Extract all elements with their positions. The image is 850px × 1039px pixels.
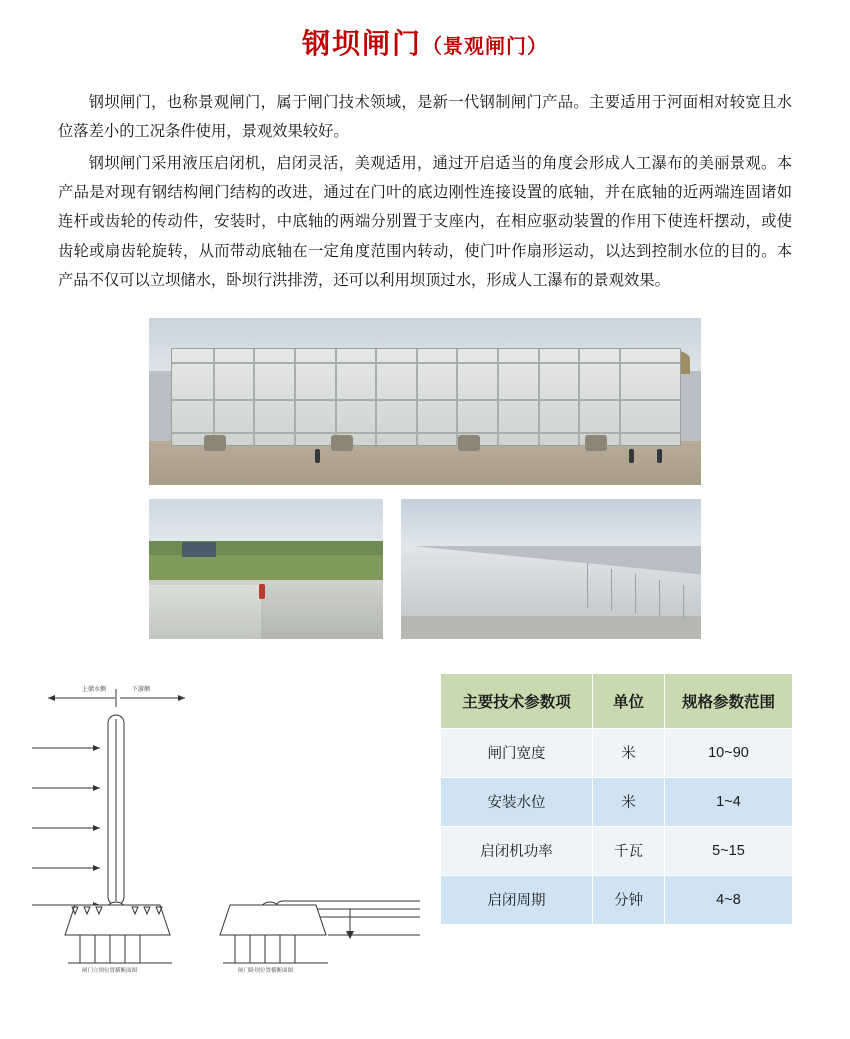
cell-unit: 米 <box>593 728 665 777</box>
table-row <box>441 875 793 924</box>
diagram-caption-right: 闸门卧坝位置横断面图 <box>238 967 294 973</box>
cell-unit: 米 <box>593 777 665 826</box>
table-header-row <box>441 673 793 728</box>
title-main: 钢坝闸门 <box>301 28 422 59</box>
photo-canal-construction <box>149 499 383 639</box>
photo-ground <box>149 441 701 484</box>
photo-row-top <box>0 318 850 485</box>
cell-range: 5~15 <box>664 826 792 875</box>
photo-long-wall <box>401 499 701 639</box>
spec-table-head <box>441 673 793 728</box>
cell-range: 10~90 <box>664 728 792 777</box>
paragraph-1: 钢坝闸门，也称景观闸门，属于闸门技术领域，是新一代钢制闸门产品。主要适用于河面相对较宽且水位落差小的工况条件使用，景观效果较好。 <box>58 94 792 141</box>
table-row <box>441 826 793 875</box>
diagram-label-upstream: 上储水侧 <box>82 686 107 693</box>
table-row <box>441 777 793 826</box>
photo-gate-panel <box>171 348 681 447</box>
bottom-section <box>0 673 850 973</box>
technical-diagram <box>0 673 430 973</box>
photo-sky <box>401 499 701 547</box>
diagram-svg <box>20 673 420 973</box>
cell-unit: 分钟 <box>593 875 665 924</box>
photo-worker <box>259 584 265 599</box>
header-unit: 单位 <box>593 673 665 728</box>
header-range: 规格参数范围 <box>664 673 792 728</box>
diagram-label-downstream: 下游侧 <box>132 686 151 693</box>
diagram-caption-left: 闸门立坝位置横断面图 <box>82 967 138 973</box>
cell-parameter: 安装水位 <box>441 777 593 826</box>
cell-parameter: 启闭周期 <box>441 875 593 924</box>
photo-row-bottom <box>0 499 850 639</box>
photo-machinery <box>182 542 216 557</box>
spec-table-wrapper <box>440 673 793 925</box>
cell-range: 1~4 <box>664 777 792 826</box>
photo-gate-installation <box>149 318 701 485</box>
paragraph-2: 钢坝闸门采用液压启闭机，启闭灵活，美观适用，通过开启适当的角度会形成人工瀑布的美丽景观。本产品是对现有钢结构闸门结构的改进，通过在门叶的底边刚性连接设置的底轴，并在底轴的近两端连固诸如连杆或齿轮的传动件，安装时，中底轴的两端分别置于支座内，在相应驱动装置的作用下使连杆摆动，或使齿轮或扇齿轮旋转，从而带动底轴在一定角度范围内转动，使门叶作扇形运动，以达到控制水位的目的。本产品不仅可以立坝储水，卧坝行洪排涝，还可以利用坝顶过水，形成人工瀑布的景观效果。 <box>58 154 792 290</box>
spec-table-body <box>441 728 793 924</box>
photo-ground <box>401 613 701 638</box>
table-row <box>441 728 793 777</box>
header-parameter: 主要技术参数项 <box>441 673 593 728</box>
body-text <box>58 88 792 296</box>
title-sub: （景观闸门） <box>422 36 548 58</box>
photo-wall-near <box>149 585 261 638</box>
photo-gallery <box>0 318 850 639</box>
cell-parameter: 启闭机功率 <box>441 826 593 875</box>
cell-unit: 千瓦 <box>593 826 665 875</box>
cell-range: 4~8 <box>664 875 792 924</box>
spec-table <box>440 673 793 925</box>
cell-parameter: 闸门宽度 <box>441 728 593 777</box>
page-title <box>0 0 850 62</box>
